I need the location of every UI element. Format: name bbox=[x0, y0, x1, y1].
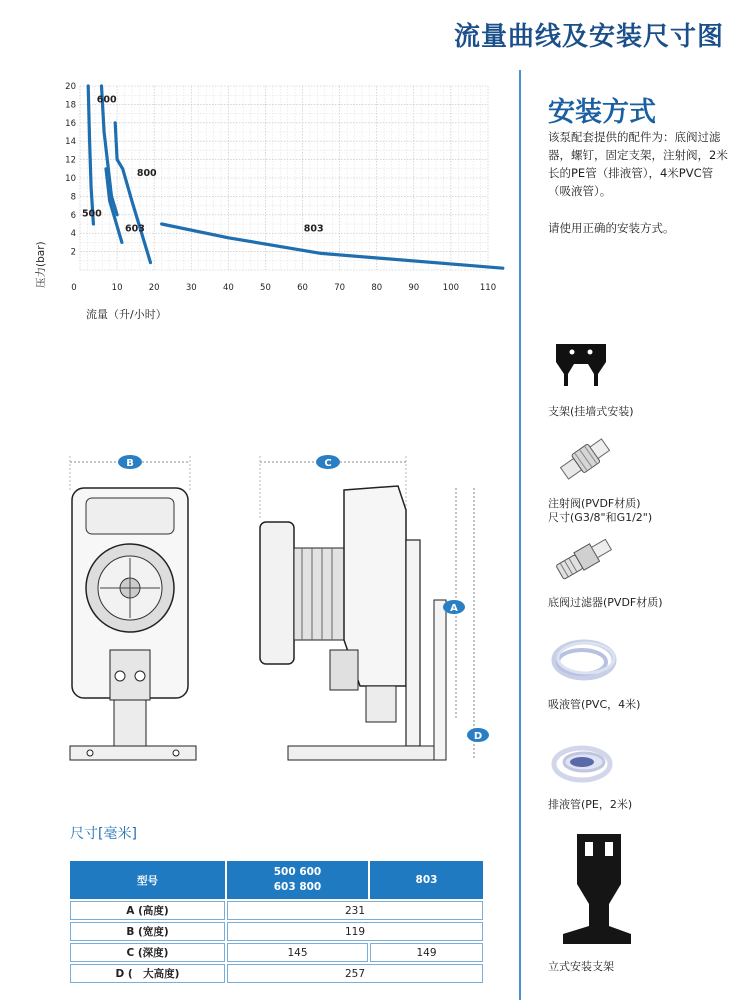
pump-dimension-drawing bbox=[60, 450, 500, 780]
accessory-label-bracket: 支架(挂墙式安装) bbox=[548, 405, 634, 418]
page-title: 流量曲线及安装尺寸图 bbox=[453, 22, 724, 52]
y-tick-label: 10 bbox=[65, 174, 76, 184]
y-tick-label: 6 bbox=[70, 210, 76, 221]
dimension-label-c: C bbox=[324, 458, 332, 469]
y-tick-label: 2 bbox=[70, 247, 76, 258]
accessory-label-foot-valve: 底阀过滤器(PVDF材质) bbox=[548, 596, 663, 609]
table-row bbox=[70, 901, 483, 920]
row-label: B (宽度) bbox=[70, 922, 225, 941]
row-value: 231 bbox=[227, 901, 483, 920]
y-tick-label: 18 bbox=[65, 100, 76, 111]
series-label-600: 600 bbox=[96, 94, 117, 106]
accessory-label-injection-valve-size: 尺寸(G3/8"和G1/2") bbox=[548, 511, 653, 524]
dimensions-table bbox=[68, 859, 485, 985]
x-tick-label: 10 bbox=[111, 283, 123, 293]
accessory-label-injection-valve: 注射阀(PVDF材质) bbox=[548, 497, 641, 510]
x-tick-label: 100 bbox=[442, 283, 460, 293]
table-header-row bbox=[70, 861, 483, 899]
row-label: C (深度) bbox=[70, 943, 225, 962]
dimension-label-d: D bbox=[473, 731, 483, 742]
x-tick-label: 60 bbox=[297, 283, 308, 293]
dimensions-title: 尺寸[毫米] bbox=[70, 826, 137, 842]
accessory-label-suction-hose: 吸液管(PVC，4米) bbox=[548, 698, 641, 711]
x-tick-label: 50 bbox=[260, 283, 271, 293]
x-tick-label: 20 bbox=[148, 283, 160, 293]
y-axis-label: 压力(bar) bbox=[35, 241, 47, 288]
dimension-label-a: A bbox=[450, 603, 458, 614]
foot-valve-filter-icon bbox=[552, 532, 618, 584]
x-tick-label: 80 bbox=[371, 283, 383, 293]
injection-valve-icon bbox=[552, 430, 618, 488]
table-header-models-b: 803 bbox=[370, 861, 483, 899]
series-label-803: 803 bbox=[303, 223, 324, 235]
accessory-label-floor-stand: 立式安装支架 bbox=[548, 960, 614, 973]
table-header-model: 型号 bbox=[70, 861, 225, 899]
table-row bbox=[70, 964, 483, 983]
y-tick-label: 14 bbox=[65, 137, 76, 148]
row-value: 149 bbox=[370, 943, 483, 962]
table-row bbox=[70, 922, 483, 941]
suction-hose-icon bbox=[548, 632, 620, 690]
table-row bbox=[70, 943, 483, 962]
installation-title: 安装方式 bbox=[548, 97, 656, 128]
series-line-500 bbox=[88, 86, 93, 224]
x-tick-label: 90 bbox=[408, 283, 420, 293]
x-tick-label: 30 bbox=[185, 283, 197, 293]
x-tick-labels bbox=[71, 283, 496, 293]
x-axis-label: 流量（升/小时） bbox=[86, 308, 167, 321]
x-tick-label: 110 bbox=[479, 283, 497, 293]
accessory-label-discharge-hose: 排液管(PE，2米) bbox=[548, 798, 633, 811]
row-value: 145 bbox=[227, 943, 368, 962]
dimension-label-b: B bbox=[126, 458, 134, 469]
y-tick-label: 20 bbox=[65, 82, 76, 92]
y-tick-label: 8 bbox=[70, 192, 76, 203]
y-tick-label: 16 bbox=[65, 118, 76, 129]
row-label: D ( 大高度) bbox=[70, 964, 225, 983]
row-value: 119 bbox=[227, 922, 483, 941]
y-tick-label: 4 bbox=[70, 229, 76, 240]
x-tick-label: 0 bbox=[71, 283, 77, 293]
x-tick-label: 70 bbox=[334, 283, 346, 293]
discharge-hose-icon bbox=[548, 734, 618, 790]
series-label-500: 500 bbox=[81, 208, 102, 220]
series-label-603: 603 bbox=[124, 223, 145, 235]
series-label-800: 800 bbox=[136, 168, 157, 180]
installation-note: 请使用正确的安装方式。 bbox=[548, 221, 675, 235]
floor-stand-icon bbox=[555, 830, 637, 954]
wall-bracket-icon bbox=[550, 340, 612, 392]
x-tick-label: 40 bbox=[222, 283, 234, 293]
y-tick-labels bbox=[65, 82, 76, 258]
row-label: A (高度) bbox=[70, 901, 225, 920]
installation-description: 该泵配套提供的配件为：底阀过滤器，螺钉，固定支架，注射阀，2米长的PE管（排液管），4米PVC管（吸液管）。 bbox=[548, 130, 728, 198]
row-value: 257 bbox=[227, 964, 483, 983]
sidebar-divider bbox=[519, 70, 521, 1000]
y-tick-label: 12 bbox=[65, 155, 76, 166]
table-header-models-a: 500 600 603 800 bbox=[227, 861, 368, 899]
flow-curve-chart bbox=[0, 0, 520, 330]
